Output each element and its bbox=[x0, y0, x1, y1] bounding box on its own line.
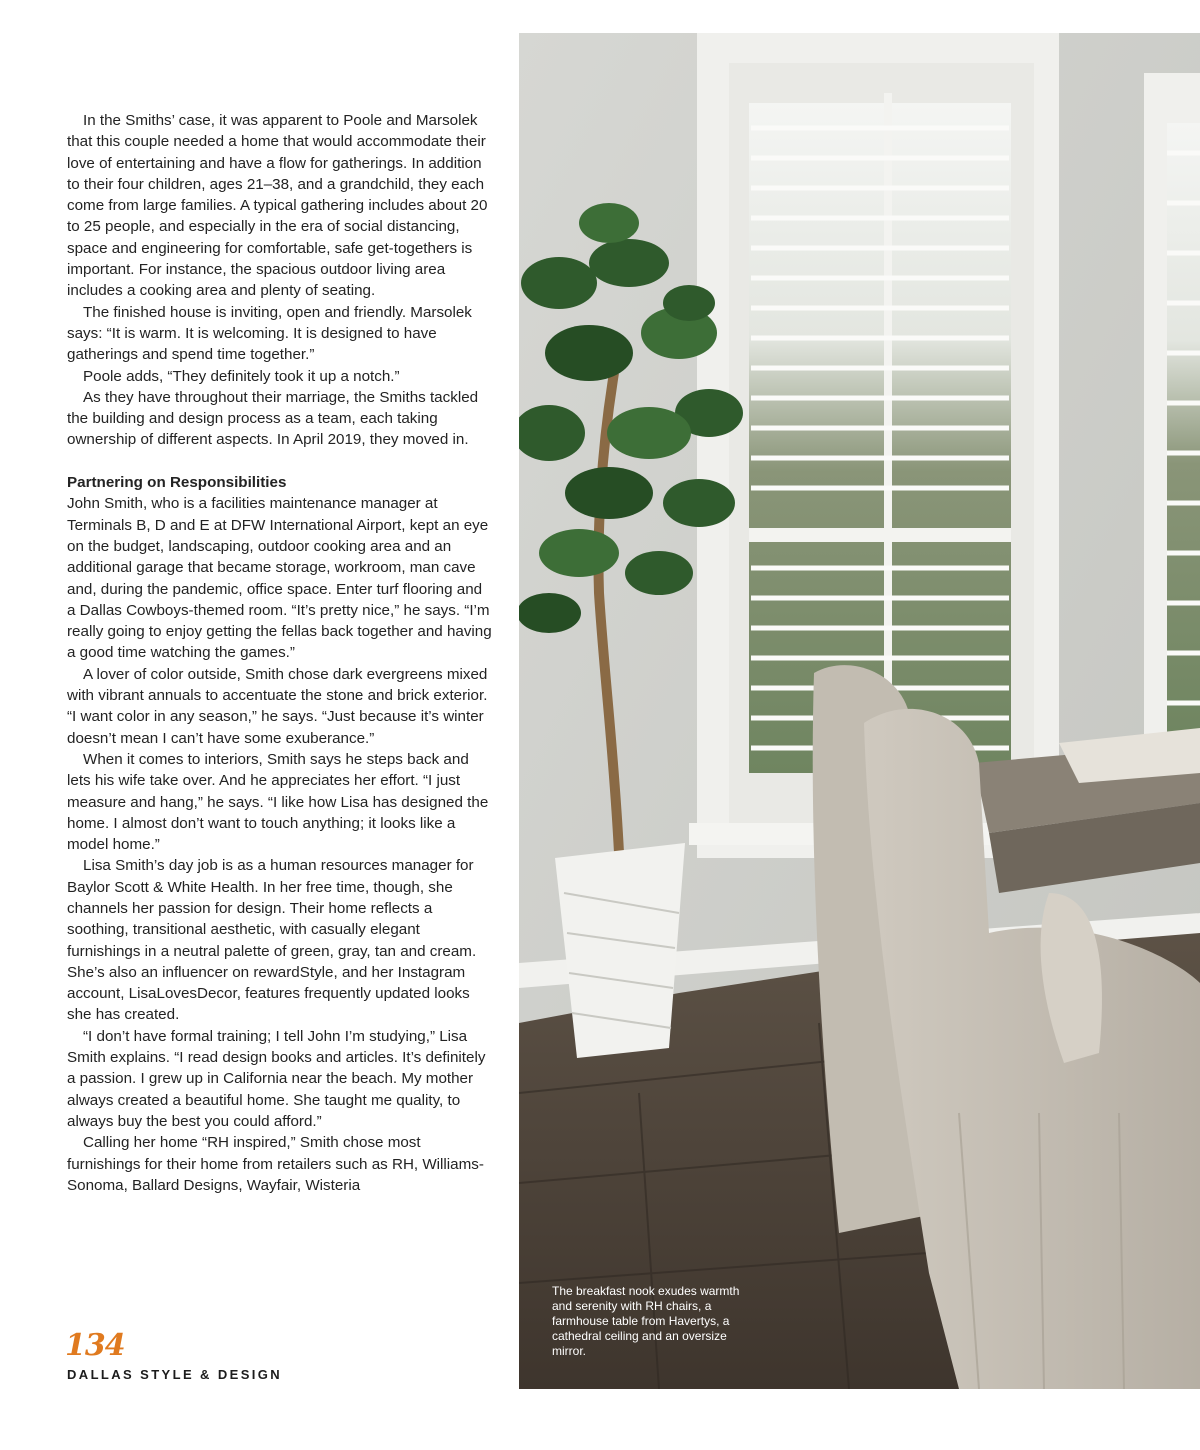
article-paragraph-8: Lisa Smith’s day job is as a human resources manager for Baylor Scott & White Health. In her free time, though, she channels her passion for design. Their home reflects a soothing, transitional aesthetic, with casually elegant furnishings in a neutral palette of green, gray, tan and cream. She’s also an influencer on rewardStyle, and her Instagram account, LisaLovesDecor, features frequently updated looks she has created. bbox=[67, 857, 477, 1024]
window-right bbox=[1144, 73, 1200, 773]
article-paragraph-7: When it comes to interiors, Smith says he steps back and lets his wife take over. And he appreciates her effort. “I just measure and hang,” he says. “I like how Lisa has designed the home. I almost don’t want to touch anything; it looks like a model home.” bbox=[67, 750, 489, 854]
page-number: 134 bbox=[65, 1328, 125, 1363]
breakfast-nook-photo bbox=[519, 33, 1200, 1389]
article-paragraph-6: A lover of color outside, Smith chose dark evergreens mixed with vibrant annuals to accentuate the stone and brick exterior. “I want color in any season,” he says. “Just because it’s winter doesn’t mean I can’t have some exuberance.” bbox=[67, 665, 488, 747]
photo-illustration bbox=[519, 33, 1200, 1389]
article-paragraph-2: The finished house is inviting, open and friendly. Marsolek says: “It is warm. It is welcoming. It is designed to have gatherings and spend time together.” bbox=[67, 303, 472, 364]
article-paragraph-4: As they have throughout their marriage, the Smiths tackled the building and design process as a team, each taking ownership of different aspects. In April 2019, they moved in. bbox=[67, 388, 479, 449]
paragraph-spacer bbox=[67, 451, 492, 472]
article-paragraph-9: “I don’t have formal training; I tell John I’m studying,” Lisa Smith explains. “I read design books and articles. It’s definitely a passion. I grew up in California near the beach. My mother always created a beautiful home. She taught me quality, to always buy the best you could afford.” bbox=[67, 1027, 486, 1130]
section-heading: Partnering on Responsibilities bbox=[67, 474, 287, 492]
article-paragraph-3: Poole adds, “They definitely took it up a notch.” bbox=[83, 367, 400, 385]
white-planter bbox=[555, 843, 685, 1058]
photo-caption: The breakfast nook exudes warmth and serenity with RH chairs, a farmhouse table from Havertys, a cathedral ceiling and an oversize mirror. bbox=[552, 1284, 740, 1358]
magazine-name: DALLAS STYLE & DESIGN bbox=[67, 1367, 283, 1382]
article-text-column bbox=[67, 110, 492, 1196]
article-paragraph-10: Calling her home “RH inspired,” Smith chose most furnishings for their home from retailers such as RH, Williams-Sonoma, Ballard Designs, Wayfair, Wisteria bbox=[67, 1134, 484, 1194]
article-paragraph-1: In the Smiths’ case, it was apparent to Poole and Marsolek that this couple needed a home that would accommodate their love of entertaining and have a flow for gatherings. In addition to their four children, ages 21–38, and a grandchild, they each come from large families. A typical gathering includes about 20 to 25 people, and especially in the era of social distancing, space and engineering for comfortable, safe get-togethers is important. For instance, the spacious outdoor living area includes a cooking area and plenty of seating. bbox=[67, 112, 488, 300]
article-paragraph-5: John Smith, who is a facilities maintenance manager at Terminals B, D and E at DFW International Airport, kept an eye on the budget, landscaping, outdoor cooking area and an additional garage that became storage, workroom, man cave and, during the pandemic, office space. Enter turf flooring and a Dallas Cowboys-themed room. “It’s pretty nice,” he says. “I’m really going to enjoy getting the fellas back together and having a good time watching the games.” bbox=[67, 495, 492, 662]
